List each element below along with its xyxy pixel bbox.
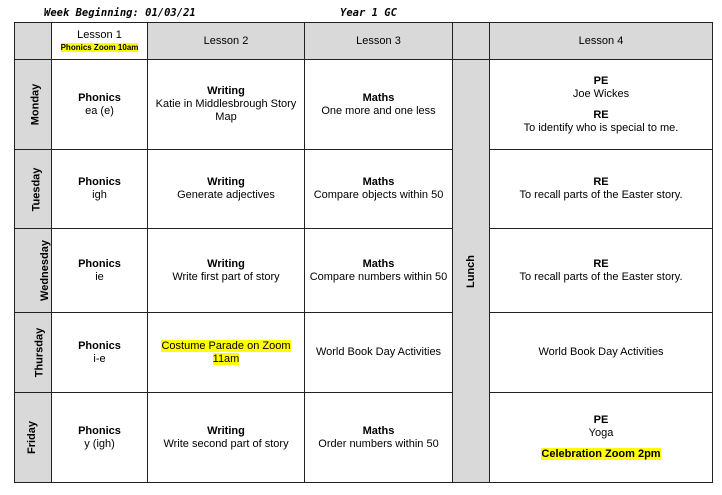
subject: Writing (207, 257, 245, 270)
detail: World Book Day Activities (315, 346, 442, 358)
subject-2: RE (593, 108, 609, 121)
lesson4-cell (490, 313, 713, 393)
detail: Write second part of story (163, 437, 289, 450)
detail: World Book Day Activities (538, 346, 664, 358)
detail: One more and one less (321, 104, 436, 117)
day-row-tuesday (15, 150, 713, 229)
day-row-monday (15, 60, 713, 150)
detail: ie (95, 270, 104, 283)
subject: Phonics (78, 176, 121, 188)
lesson1-cell (52, 150, 148, 229)
lesson1-header (52, 23, 148, 60)
day-row-friday (15, 393, 713, 483)
lesson1-cell (52, 313, 148, 393)
detail: ea (e) (85, 104, 114, 117)
lesson1-title: Lesson 1 (77, 29, 122, 41)
day-cell (15, 229, 52, 313)
day-label: Tuesday (30, 167, 43, 211)
lesson1-cell (52, 229, 148, 313)
subject: Maths (362, 424, 395, 437)
header-row (15, 23, 713, 60)
day-cell (15, 150, 52, 229)
detail: Write first part of story (172, 270, 280, 283)
detail: Compare objects within 50 (313, 189, 444, 201)
corner-cell (15, 23, 52, 60)
lunch-header (453, 23, 490, 60)
lesson4-cell (490, 393, 713, 483)
subject: RE (593, 176, 609, 188)
timetable (14, 22, 713, 483)
lesson1-zoom-note: Phonics Zoom 10am (60, 43, 139, 52)
lunch-cell (453, 60, 490, 483)
lesson2-cell (148, 229, 305, 313)
highlighted-event: Celebration Zoom 2pm (541, 448, 661, 460)
day-row-wednesday (15, 229, 713, 313)
detail: Yoga (588, 427, 614, 439)
week-beginning-label: Week Beginning: 01/03/21 (44, 7, 196, 19)
day-cell (15, 60, 52, 150)
lesson2-cell (148, 150, 305, 229)
subject: PE (593, 74, 609, 87)
day-label: Wednesday (38, 240, 51, 301)
lesson2-header: Lesson 2 (148, 23, 305, 60)
detail: Katie in Middlesbrough Story Map (155, 98, 297, 123)
subject: Writing (207, 85, 245, 97)
subject: Maths (362, 91, 395, 104)
lesson2-cell (148, 313, 305, 393)
lesson3-header: Lesson 3 (305, 23, 453, 60)
day-row-thursday (15, 313, 713, 393)
detail: igh (92, 189, 107, 201)
lesson3-cell (305, 229, 453, 313)
lesson3-cell (305, 313, 453, 393)
detail: Order numbers within 50 (318, 437, 439, 450)
lesson1-cell (52, 393, 148, 483)
detail: i-e (93, 352, 106, 365)
day-label: Monday (29, 83, 42, 126)
detail-2: To identify who is special to me. (523, 121, 679, 134)
lesson2-cell (148, 393, 305, 483)
detail: To recall parts of the Easter story. (519, 270, 683, 283)
lesson2-cell (148, 60, 305, 150)
class-label: Year 1 GC (340, 7, 397, 19)
subject: Maths (362, 257, 395, 270)
lunch-label: Lunch (464, 254, 477, 288)
subject: Phonics (78, 339, 121, 352)
day-label: Thursday (33, 327, 46, 378)
subject: Phonics (78, 424, 121, 437)
day-label: Friday (26, 420, 39, 455)
detail: Joe Wickes (572, 87, 630, 100)
lesson3-cell (305, 393, 453, 483)
subject: Maths (362, 176, 395, 188)
lesson1-cell (52, 60, 148, 150)
lesson4-header: Lesson 4 (490, 23, 713, 60)
detail: Generate adjectives (177, 189, 275, 201)
subject: Writing (207, 424, 245, 437)
lesson4-cell (490, 229, 713, 313)
day-cell (15, 393, 52, 483)
detail: To recall parts of the Easter story. (519, 189, 683, 201)
lesson3-cell (305, 60, 453, 150)
lesson4-cell (490, 60, 713, 150)
lesson4-cell (490, 150, 713, 229)
subject: Phonics (78, 257, 121, 270)
lesson3-cell (305, 150, 453, 229)
highlighted-event: Costume Parade on Zoom 11am (161, 339, 291, 365)
detail: y (igh) (84, 437, 115, 450)
subject: PE (593, 414, 609, 426)
subject: Phonics (78, 91, 121, 104)
subject: Writing (207, 176, 245, 188)
subject: RE (593, 257, 609, 270)
detail: Compare numbers within 50 (309, 270, 448, 283)
day-cell (15, 313, 52, 393)
